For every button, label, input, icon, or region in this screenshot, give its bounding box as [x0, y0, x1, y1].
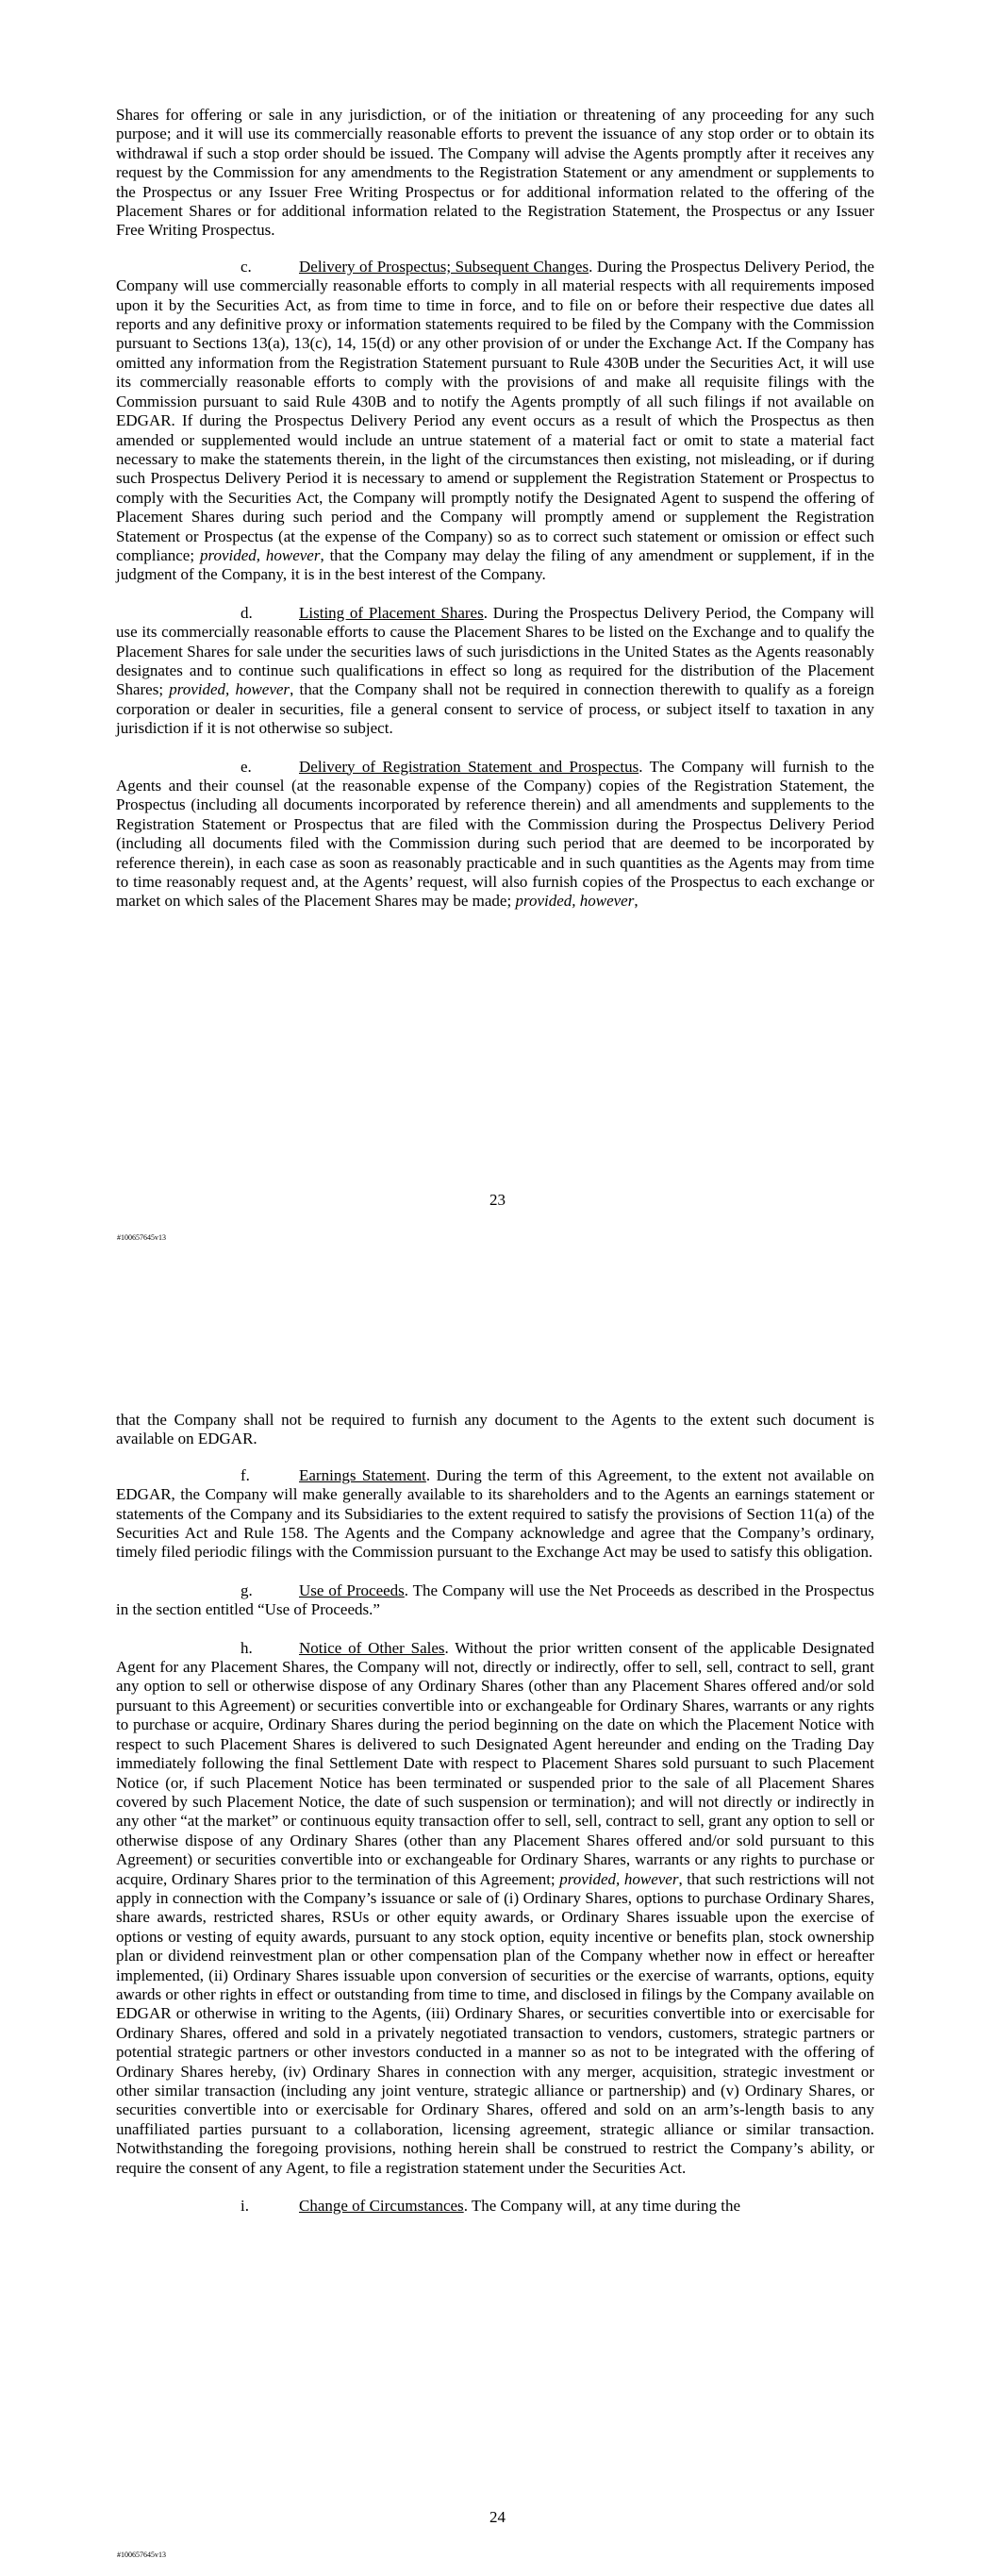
- section-e-paragraph: e. Delivery of Registration Statement and Prospectus. The Company will furnish to the Agents and their counsel (at the reasonable expense of the Company) copies of the Registration Statement, the Prospectus (including all documents incorporated by reference therein) and all amendments and supplements to the Registration Statement or Prospectus that are filed with the Commission during the Prospectus Delivery Period (including all documents filed with the Commission during such period that are deemed to be incorporated by reference therein), in each case as soon as reasonably practicable and in such quantities as the Agents may from time to time reasonably request and, at the Agents’ request, will also furnish copies of the Prospectus to each exchange or market on which sales of the Placement Shares may be made; provided, however,: [116, 757, 874, 911]
- section-h-paragraph: h. Notice of Other Sales. Without the prior written consent of the applicable Designated Agent for any Placement Shares, the Company will not, directly or indirectly, offer to sell, sell, contract to sell, grant any option to sell or otherwise dispose of any Ordinary Shares (other than any Placement Shares offered and/or sold pursuant to this Agreement) or securities convertible into or exchangeable for Ordinary Shares, warrants or any rights to purchase or acquire, Ordinary Shares during the period beginning on the date on which the Placement Notice with respect to such Placement Shares is delivered to such Designated Agent hereunder and ending on the Trading Day immediately following the final Settlement Date with respect to Placement Shares sold pursuant to such Placement Notice (or, if such Placement Notice has been terminated or suspended prior to the sale of all Placement Shares covered by such Placement Notice, the date of such suspension or termination); and will not directly or indirectly in any other “at the market” or continuous equity transaction offer to sell, sell, contract to sell, grant any option to sell or otherwise dispose of any Ordinary Shares (other than any Placement Shares offered and/or sold pursuant to this Agreement) or securities convertible into or exchangeable for Ordinary Shares, warrants or any rights to purchase or acquire, Ordinary Shares prior to the termination of this Agreement; provided, however, that such restrictions will not apply in connection with the Company’s issuance or sale of (i) Ordinary Shares, options to purchase Ordinary Shares, share awards, restricted shares, RSUs or other equity awards, or Ordinary Shares issuable upon the exercise of options or vesting of equity awards, pursuant to any stock option, equity incentive or benefits plan, stock ownership plan or dividend reinvestment plan or other compensation plan of the Company whether now in effect or hereafter implemented, (ii) Ordinary Shares issuable upon conversion of securities or the exercise of warrants, options, equity awards or other rights in effect or outstanding from time to time, and disclosed in filings by the Company available on EDGAR or otherwise in writing to the Agents, (iii) Ordinary Shares, or securities convertible into or exercisable for Ordinary Shares, offered and sold in a privately negotiated transaction to vendors, customers, strategic partners or potential strategic partners or other investors conducted in a manner so as not to be integrated with the offering of Ordinary Shares hereby, (iv) Ordinary Shares in connection with any merger, acquisition, strategic investment or other similar transaction (including any joint venture, strategic alliance or partnership) and (v) Ordinary Shares, or securities convertible into or exercisable for Ordinary Shares, offered and sold on an arm’s-length basis to any unaffiliated parties pursuant to a collaboration, licensing agreement, strategic alliance or similar transaction. Notwithstanding the foregoing provisions, nothing herein shall be construed to restrict the Company’s ability, or require the consent of any Agent, to file a registration statement under the Securities Act.: [116, 1638, 874, 2177]
- document-id: #100657645v13: [117, 2551, 166, 2559]
- page-23: [0, 106, 995, 930]
- section-heading: Use of Proceeds: [299, 1581, 405, 1599]
- section-label: d.: [240, 603, 253, 622]
- section-label: g.: [240, 1581, 253, 1599]
- page-number: 23: [489, 1191, 506, 1209]
- page-number: 24: [489, 2508, 506, 2526]
- section-c-paragraph: c. Delivery of Prospectus; Subsequent Changes. During the Prospectus Delivery Period, the Company will use commercially reasonable efforts to comply in all material respects with all requirements imposed upon it by the Securities Act, as from time to time in force, and to file on or before their respective due dates all reports and any definitive proxy or information statements required to be filed by the Company with the Commission pursuant to Sections 13(a), 13(c), 14, 15(d) or any other provision of or under the Exchange Act. If the Company has omitted any information from the Registration Statement pursuant to Rule 430B under the Securities Act, it will use its commercially reasonable efforts to comply with the provisions of and make all requisite filings with the Commission pursuant to said Rule 430B and to notify the Agents promptly of all such filings if not available on EDGAR. If during the Prospectus Delivery Period any event occurs as a result of which the Prospectus as then amended or supplemented would include an untrue statement of a material fact or omit to state a material fact necessary to make the statements therein, in the light of the circumstances then existing, not misleading, or if during such Prospectus Delivery Period it is necessary to amend or supplement the Registration Statement or Prospectus to comply with the Securities Act, the Company will promptly notify the Designated Agent to suspend the offering of Placement Shares during such period and the Company will promptly amend or supplement the Registration Statement or Prospectus (at the expense of the Company) so as to correct such statement or omission or effect such compliance; provided, however, that the Company may delay the filing of any amendment or supplement, if in the judgment of the Company, it is in the best interest of the Company.: [116, 257, 875, 584]
- section-f-paragraph: f. Earnings Statement. During the term of this Agreement, to the extent not available on EDGAR, the Company will make generally available to its shareholders and to the Agents an earnings statement or statements of the Company and its Subsidiaries to the extent required to satisfy the provisions of Section 11(a) of the Securities Act and Rule 158. The Agents and the Company acknowledge and agree that the Company’s ordinary, timely filed periodic filings with the Commission pursuant to the Exchange Act may be used to satisfy this obligation.: [116, 1465, 874, 1562]
- section-label: f.: [240, 1465, 250, 1484]
- page-24: [0, 1411, 995, 2234]
- section-heading: Change of Circumstances: [299, 2197, 464, 2216]
- document-id: #100657645v13: [117, 1233, 166, 1242]
- section-heading: Notice of Other Sales: [299, 1638, 445, 1657]
- opening-paragraph: Shares for offering or sale in any jurisdiction, or of the initiation or threatening of any proceeding for any such purpose; and it will use its commercially reasonable efforts to prevent the issuance of any stop order or to obtain its withdrawal if such a stop order should be issued. The Company will advise the Agents promptly after it receives any request by the Commission for any amendments to the Registration Statement or any amendment or supplements to the Prospectus or any Issuer Free Writing Prospectus or for additional information related to the offering of the Placement Shares or for additional information related to the Registration Statement, the Prospectus or any Issuer Free Writing Prospectus.: [116, 106, 874, 240]
- section-label: h.: [240, 1638, 253, 1657]
- section-g-paragraph: g. Use of Proceeds. The Company will use the Net Proceeds as described in the Prospectus in the section entitled “Use of Proceeds.”: [116, 1581, 874, 1619]
- section-heading: Listing of Placement Shares: [299, 603, 484, 622]
- section-label: i.: [240, 2197, 249, 2216]
- section-label: e.: [240, 757, 252, 776]
- section-heading: Earnings Statement: [299, 1465, 426, 1484]
- section-heading: Delivery of Registration Statement and Prospectus: [299, 757, 639, 776]
- section-d-paragraph: d. Listing of Placement Shares. During the Prospectus Delivery Period, the Company will use its commercially reasonable efforts to cause the Placement Shares to be listed on the Exchange and to qualify the Placement Shares for sale under the securities laws of such jurisdictions in the United States as the Agents reasonably designates and to continue such qualifications in effect so long as required for the distribution of the Placement Shares; provided, however, that the Company shall not be required in connection therewith to qualify as a foreign corporation or dealer in securities, file a general consent to service of process, or subject itself to taxation in any jurisdiction if it is not otherwise so subject.: [116, 603, 875, 738]
- section-label: c.: [240, 257, 252, 276]
- section-i-paragraph: i. Change of Circumstances. The Company will, at any time during the: [240, 2197, 741, 2216]
- opening-paragraph: that the Company shall not be required to furnish any document to the Agents to the extent such document is available on EDGAR.: [116, 1411, 874, 1448]
- section-heading: Delivery of Prospectus; Subsequent Changes: [299, 257, 589, 276]
